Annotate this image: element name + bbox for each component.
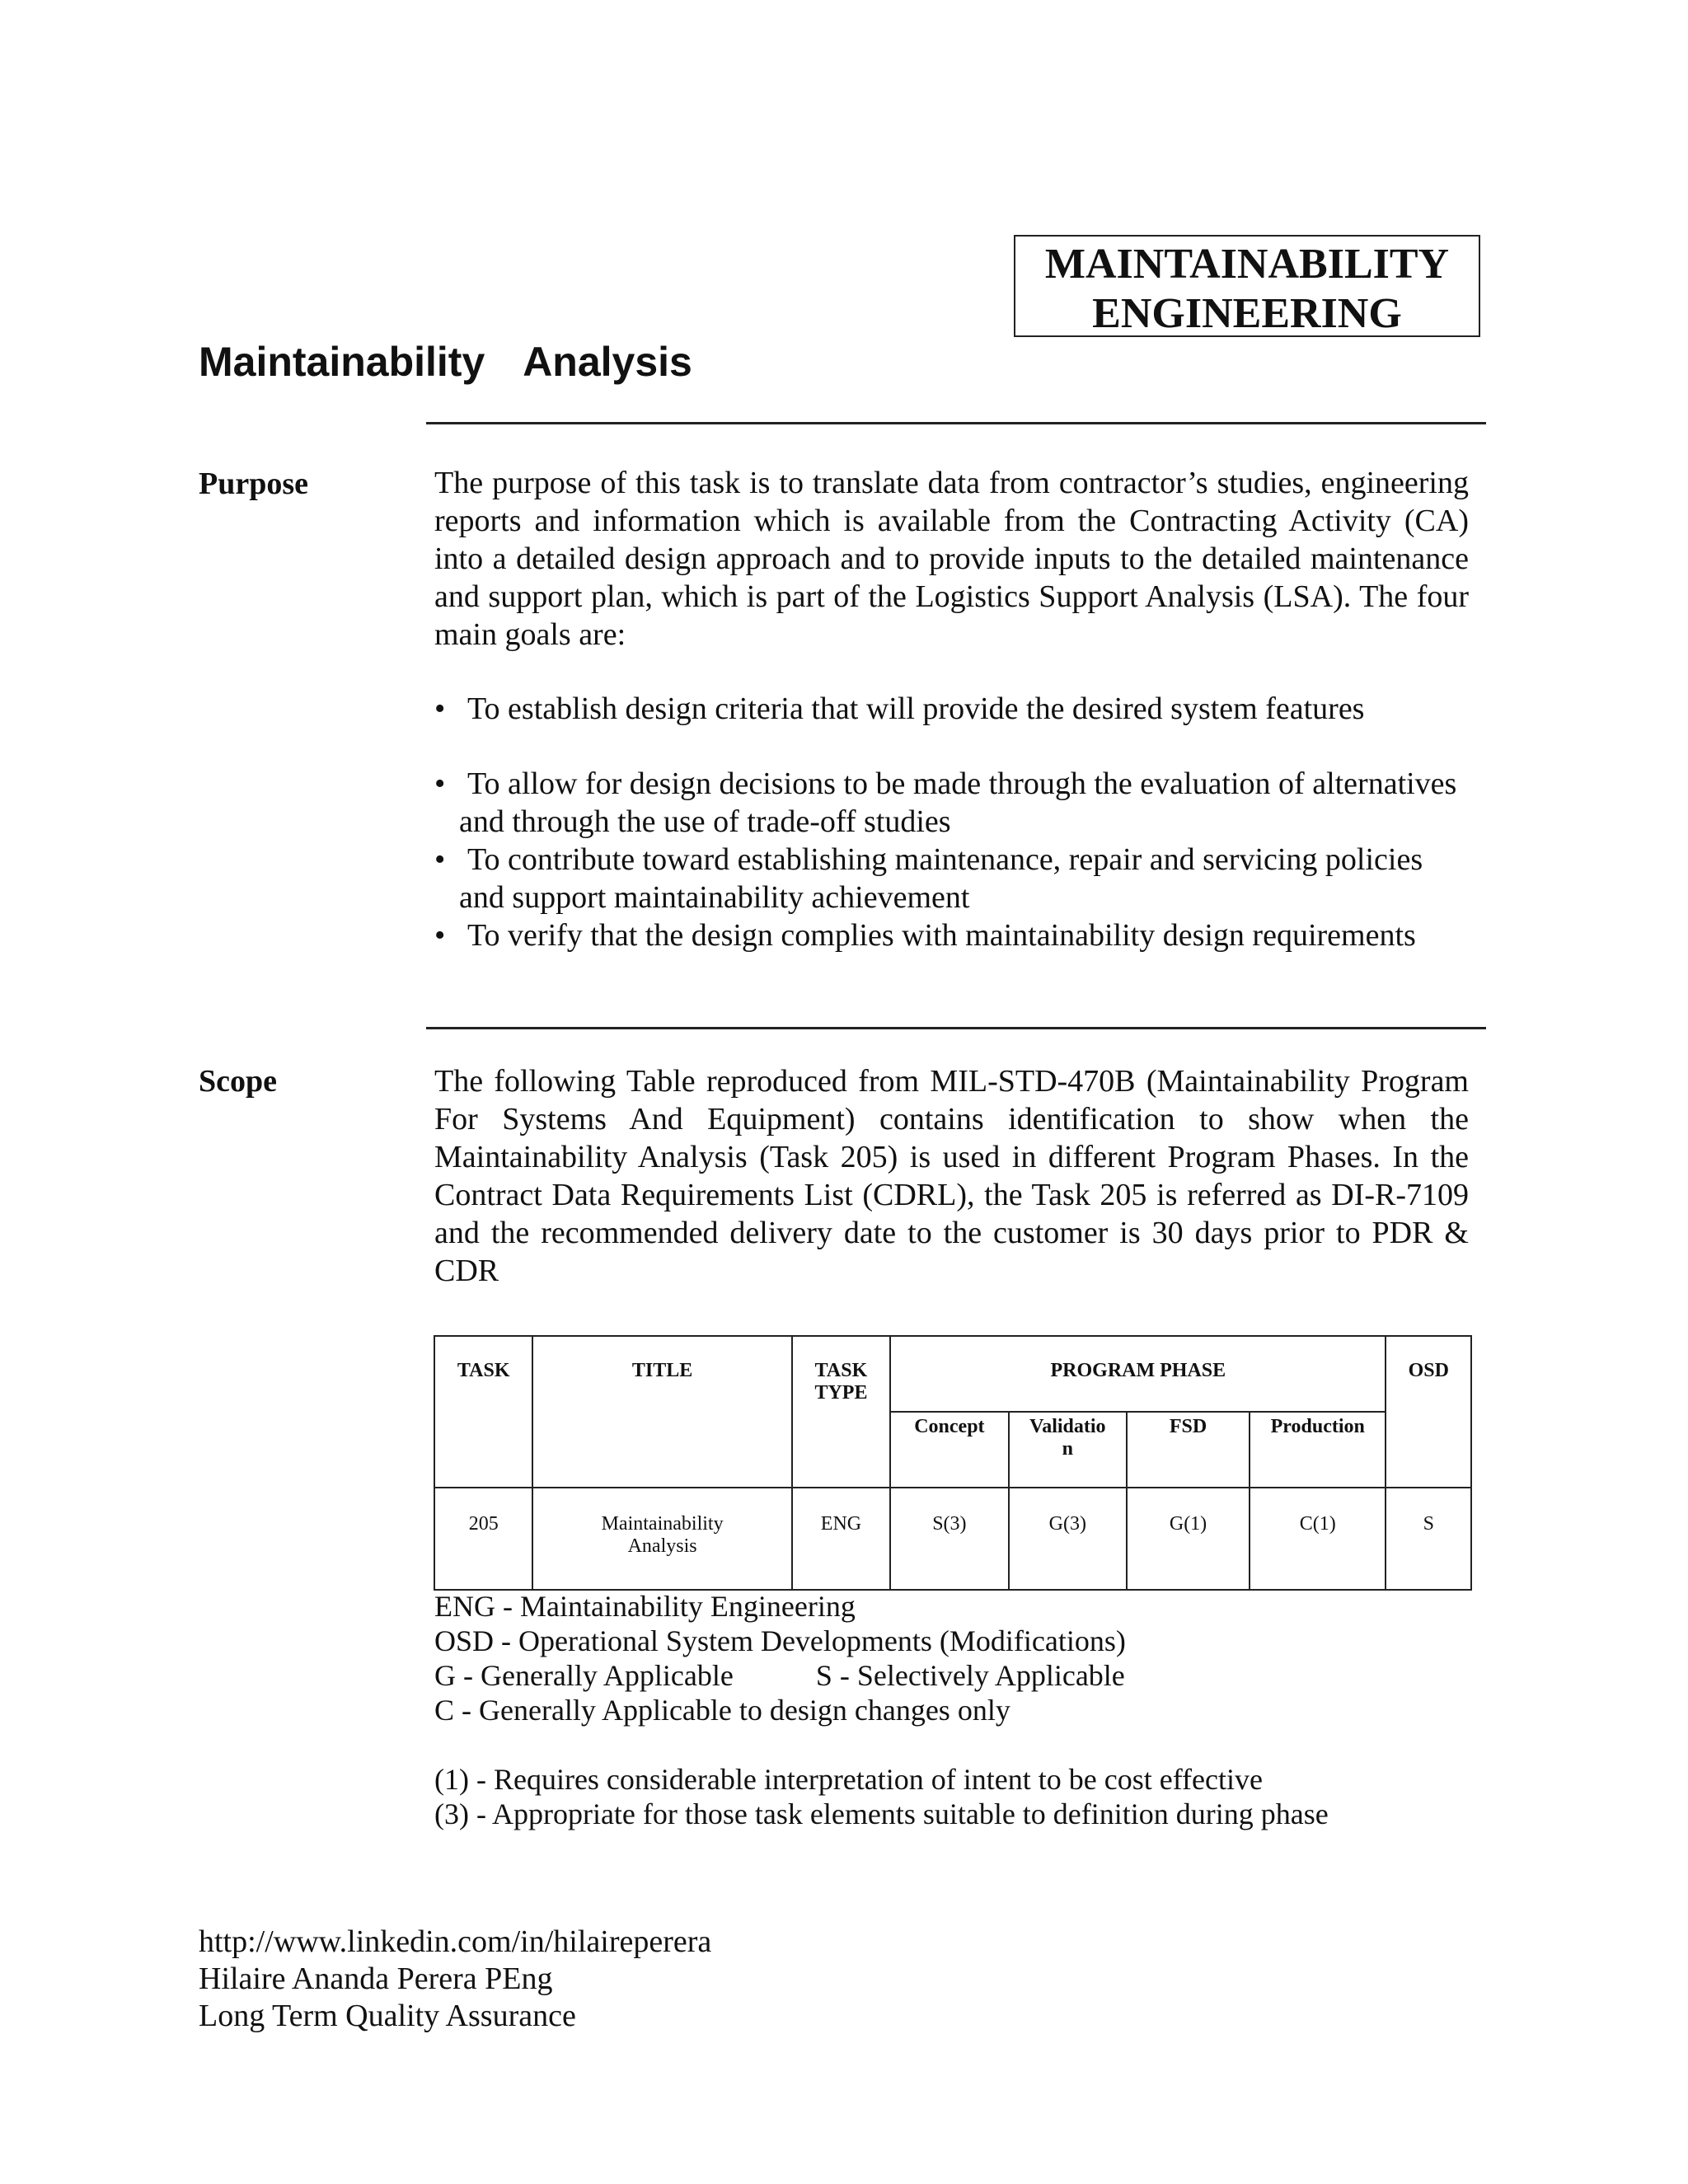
table-row	[434, 1488, 1471, 1590]
footer-org: Long Term Quality Assurance	[199, 1999, 576, 2033]
legend	[434, 1589, 1329, 1831]
list-item: • To establish design criteria that will provide the desired system features	[434, 691, 1365, 726]
section-title-box	[1014, 235, 1480, 337]
cell-validation: G(3)	[1009, 1488, 1127, 1590]
cell-fsd: G(1)	[1127, 1488, 1250, 1590]
divider-top	[426, 422, 1486, 424]
legend-eng: ENG - Maintainability Engineering	[434, 1590, 856, 1623]
scope-text: The following Table reproduced from MIL-STD-470B (Maintainability Program For Systems And Equipment) contains identification to show when the Maintainability Analysis (Task 205) is used in different Program Phases. In the Contract Data Requirements List (CDRL), the Task 205 is referred as DI-R-7109 and the recommended delivery date to the customer is 30 days prior to PDR & CDR	[434, 1064, 1469, 1288]
header-task: TASK	[434, 1336, 532, 1488]
footer-url[interactable]: http://www.linkedin.com/in/hilaireperera	[199, 1924, 712, 1959]
cell-concept: S(3)	[890, 1488, 1008, 1590]
header-task-type: TASK TYPE	[792, 1336, 890, 1488]
header-validation: Validatio n	[1009, 1412, 1127, 1488]
footer	[199, 1924, 711, 2035]
header-osd: OSD	[1386, 1336, 1471, 1488]
cell-title: Maintainability Analysis	[532, 1488, 791, 1590]
section-title-line2: ENGINEERING	[1092, 290, 1402, 337]
note-1: (1) - Requires considerable interpretation of intent to be cost effective	[434, 1763, 1263, 1796]
list-item: • To contribute toward establishing maintenance, repair and servicing policies and support maintainability achievement	[434, 842, 1423, 915]
legend-g-s: G - Generally Applicable S - Selectively Applicable	[434, 1659, 1125, 1692]
legend-c: C - Generally Applicable to design changes only	[434, 1694, 1010, 1727]
purpose-label: Purpose	[199, 466, 308, 501]
header-concept: Concept	[890, 1412, 1008, 1488]
legend-osd: OSD - Operational System Developments (Modifications)	[434, 1624, 1126, 1657]
header-fsd: FSD	[1127, 1412, 1250, 1488]
footer-author: Hilaire Ananda Perera PEng	[199, 1961, 553, 1996]
goals-list	[434, 690, 1469, 954]
cell-task-type: ENG	[792, 1488, 890, 1590]
list-item: • To allow for design decisions to be made through the evaluation of alternatives and through the use of trade-off studies	[434, 766, 1457, 839]
header-production: Production	[1250, 1412, 1386, 1488]
divider-middle	[426, 1027, 1486, 1029]
header-title: TITLE	[532, 1336, 791, 1488]
cell-task: 205	[434, 1488, 532, 1590]
cell-osd: S	[1386, 1488, 1471, 1590]
section-title-line1: MAINTAINABILITY	[1044, 241, 1450, 288]
cell-production: C(1)	[1250, 1488, 1386, 1590]
list-item: • To verify that the design complies with maintainability design requirements	[434, 918, 1416, 953]
header-program-phase: PROGRAM PHASE	[890, 1336, 1386, 1412]
page-title: Maintainability Analysis	[199, 339, 692, 385]
note-3: (3) - Appropriate for those task elements suitable to definition during phase	[434, 1797, 1329, 1830]
program-phase-table	[434, 1335, 1472, 1591]
scope-label: Scope	[199, 1064, 277, 1099]
purpose-text: The purpose of this task is to translate data from contractor’s studies, engineering reports and information which is available from the Contracting Activity (CA) into a detailed design approach and to provide inputs to the detailed maintenance and support plan, which is part of the Logistics Support Analysis (LSA). The four main goals are:	[434, 466, 1469, 652]
